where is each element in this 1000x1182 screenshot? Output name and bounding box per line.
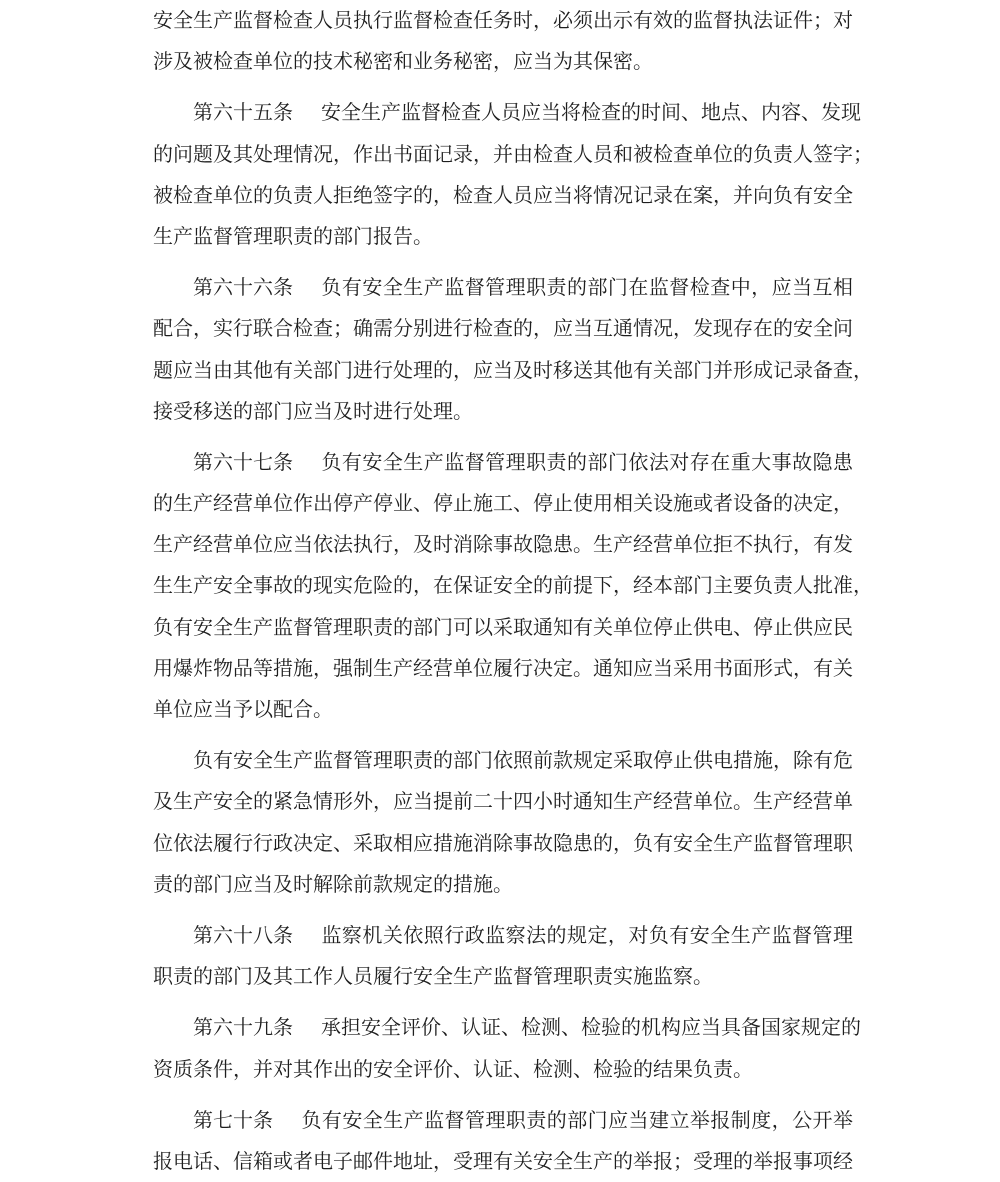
paragraph-gap [153,432,853,442]
line-text: 生产监督管理职责的部门报告。 [153,223,433,248]
line-text: 责的部门应当及时解除前款规定的措施。 [153,871,513,896]
line-text: 的生产经营单位作出停产停业、停止施工、停止使用相关设施或者设备的决定， [153,491,853,516]
paragraph-gap [153,905,853,915]
line-text: 监察机关依照行政监察法的规定，对负有安全生产监督管理 [321,922,853,947]
line-text: 安全生产监督检查人员执行监督检查任务时，必须出示有效的监督执法证件；对 [153,8,853,32]
text-line [153,267,853,308]
line-text: 题应当由其他有关部门进行处理的，应当及时移送其他有关部门并形成记录备查， [153,357,873,382]
text-line [153,781,853,822]
text-line [153,648,853,689]
article-number: 第七十条 [193,1107,273,1132]
line-text: 生生产安全事故的现实危险的，在保证安全的前提下，经本部门主要负责人批准， [153,573,873,598]
paragraph-gap [153,82,853,92]
article-paragraph [153,1007,861,1089]
line-text: 的问题及其处理情况，作出书面记录，并由检查人员和被检查单位的负责人签字； [153,141,873,166]
article-number: 第六十九条 [193,1015,293,1040]
text-line [153,740,853,781]
text-line [153,956,853,997]
article-paragraph [153,92,873,257]
line-text: 生产经营单位应当依法执行，及时消除事故隐患。生产经营单位拒不执行，有发 [153,532,853,557]
paragraph-gap [153,730,853,740]
text-line [153,1049,853,1090]
text-line [153,823,853,864]
text-line [153,607,853,648]
paragraph-gap [153,997,853,1007]
article-paragraph [153,442,873,730]
text-line [153,1007,861,1048]
article-paragraph [153,267,873,432]
article-number: 第六十五条 [193,100,293,125]
text-line [153,689,853,730]
line-text: 资质条件，并对其作出的安全评价、认证、检测、检验的结果负责。 [153,1056,753,1081]
text-line [153,92,861,133]
text-line [153,0,853,41]
text-line [153,442,853,483]
line-text: 被检查单位的负责人拒绝签字的，检查人员应当将情况记录在案，并向负有安全 [153,182,853,207]
article-paragraph [153,915,853,997]
line-text: 负有安全生产监督管理职责的部门应当建立举报制度，公开举 [301,1107,853,1132]
line-text: 位依法履行行政决定、采取相应措施消除事故隐患的，负有安全生产监督管理职 [153,830,853,855]
paragraph [153,0,853,82]
text-line [153,216,853,257]
article-number: 第六十七条 [193,449,293,474]
line-text: 职责的部门及其工作人员履行安全生产监督管理职责实施监察。 [153,964,713,989]
text-line [153,483,853,524]
line-text: 用爆炸物品等措施，强制生产经营单位履行决定。通知应当采用书面形式，有关 [153,655,853,680]
line-text: 配合，实行联合检查；确需分别进行检查的，应当互通情况，发现存在的安全问 [153,316,853,341]
text-line [153,134,873,175]
line-text: 承担安全评价、认证、检测、检验的机构应当具备国家规定的 [321,1015,861,1040]
line-text: 涉及被检查单位的技术秘密和业务秘密，应当为其保密。 [153,49,653,74]
text-line [153,565,873,606]
paragraph-gap [153,1090,853,1100]
line-text: 及生产安全的紧急情形外，应当提前二十四小时通知生产经营单位。生产经营单 [153,789,853,814]
text-line [153,175,853,216]
text-line [153,41,853,82]
line-text: 负有安全生产监督管理职责的部门在监督检查中，应当互相 [321,275,853,300]
text-line [153,391,853,432]
line-text: 负有安全生产监督管理职责的部门依照前款规定采取停止供电措施，除有危 [193,748,853,773]
line-text: 接受移送的部门应当及时进行处理。 [153,398,473,423]
line-text: 单位应当予以配合。 [153,697,333,721]
article-number: 第六十六条 [193,275,293,300]
document-page [153,0,873,1182]
line-text: 负有安全生产监督管理职责的部门可以采取通知有关单位停止供电、停止供应民 [153,614,853,639]
text-line [153,1100,853,1141]
line-text: 安全生产监督检查人员应当将检查的时间、地点、内容、发现 [321,100,861,125]
line-text: 负有安全生产监督管理职责的部门依法对存在重大事故隐患 [321,449,853,474]
paragraph [153,740,853,905]
text-line [153,308,853,349]
text-line [153,915,853,956]
text-line [153,1141,853,1182]
text-line [153,864,853,905]
text-line [153,350,873,391]
line-text: 报电话、信箱或者电子邮件地址，受理有关安全生产的举报；受理的举报事项经 [153,1148,853,1173]
text-line [153,524,853,565]
article-number: 第六十八条 [193,922,293,947]
article-paragraph [153,1100,853,1182]
paragraph-gap [153,257,853,267]
